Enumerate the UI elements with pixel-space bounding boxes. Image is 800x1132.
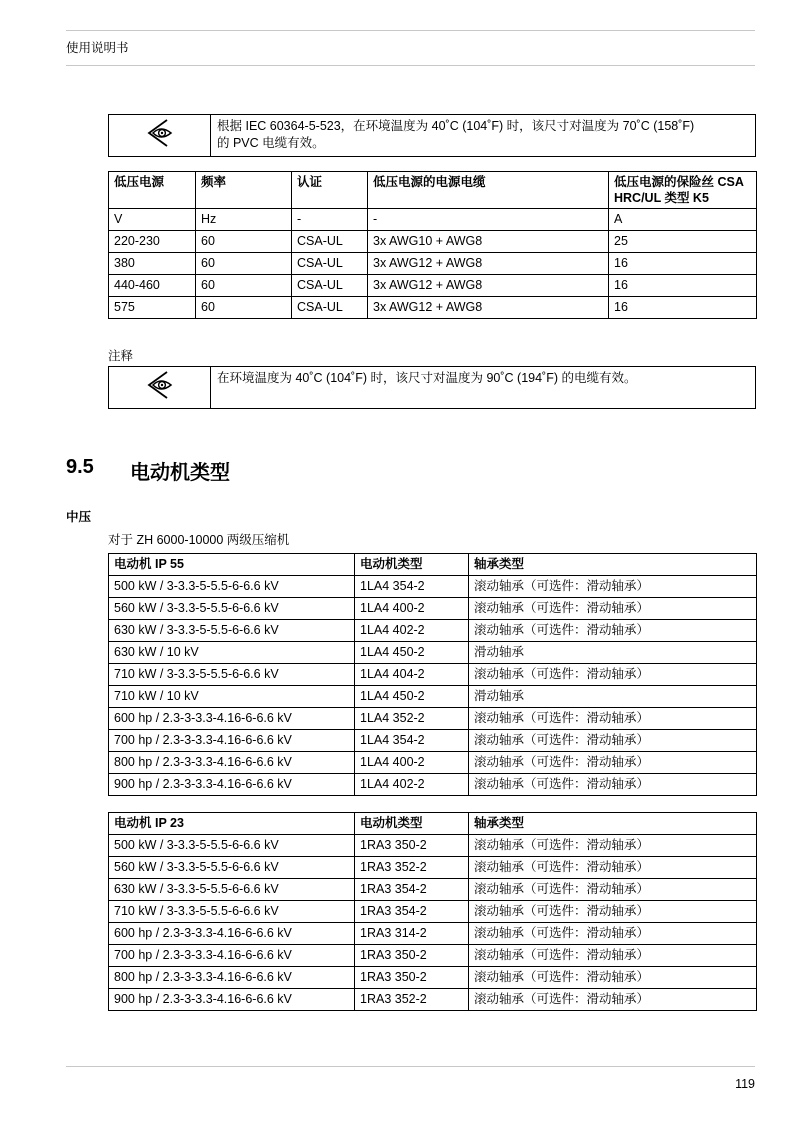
table-cell: 滚动轴承（可选件：滑动轴承） bbox=[469, 708, 757, 730]
table-row bbox=[109, 857, 757, 879]
table-cell: 1RA3 352-2 bbox=[355, 857, 469, 879]
table-cell: 16 bbox=[609, 275, 757, 297]
table-cell: 1LA4 404-2 bbox=[355, 664, 469, 686]
table-cell: 700 hp / 2.3-3-3.3-4.16-6-6.6 kV bbox=[109, 945, 355, 967]
table-cell: 60 bbox=[196, 297, 292, 319]
table-row bbox=[109, 774, 757, 796]
table-cell: 1LA4 400-2 bbox=[355, 598, 469, 620]
table-cell: 3x AWG10 + AWG8 bbox=[368, 231, 609, 253]
table-cell: 60 bbox=[196, 253, 292, 275]
table-cell: 1RA3 314-2 bbox=[355, 923, 469, 945]
motor-ip23-table bbox=[108, 812, 757, 1011]
table-cell: 滚动轴承（可选件：滑动轴承） bbox=[469, 901, 757, 923]
table-cell: 滚动轴承（可选件：滑动轴承） bbox=[469, 598, 757, 620]
table-cell: 710 kW / 10 kV bbox=[109, 686, 355, 708]
eye-warning-icon bbox=[145, 369, 175, 401]
table-row bbox=[109, 967, 757, 989]
table-cell: Hz bbox=[196, 209, 292, 231]
table-row bbox=[109, 835, 757, 857]
table-cell: 700 hp / 2.3-3-3.3-4.16-6-6.6 kV bbox=[109, 730, 355, 752]
table-cell: 3x AWG12 + AWG8 bbox=[368, 297, 609, 319]
column-header: 电动机类型 bbox=[355, 813, 469, 835]
table-cell: 1LA4 352-2 bbox=[355, 708, 469, 730]
table-cell: 16 bbox=[609, 253, 757, 275]
note-text: 在环境温度为 40˚C (104˚F) 时，该尺寸对温度为 90˚C (194˚F) 的电缆有效。 bbox=[211, 367, 756, 409]
table-cell: 600 hp / 2.3-3-3.3-4.16-6-6.6 kV bbox=[109, 923, 355, 945]
table-cell: A bbox=[609, 209, 757, 231]
column-header: 低压电源的保险丝 CSA HRC/UL 类型 K5 bbox=[609, 172, 757, 209]
table-row bbox=[109, 945, 757, 967]
table-row bbox=[109, 686, 757, 708]
table-cell: 1RA3 354-2 bbox=[355, 879, 469, 901]
table-header-row bbox=[109, 813, 757, 835]
section-title: 电动机类型 bbox=[130, 462, 230, 484]
table-cell: 710 kW / 3-3.3-5-5.5-6-6.6 kV bbox=[109, 901, 355, 923]
table-row bbox=[109, 730, 757, 752]
table-cell: 560 kW / 3-3.3-5-5.5-6-6.6 kV bbox=[109, 598, 355, 620]
subheading: 中压 bbox=[66, 510, 92, 524]
table-cell: 575 bbox=[109, 297, 196, 319]
table-cell: - bbox=[368, 209, 609, 231]
note-icon-cell bbox=[109, 115, 211, 157]
table-cell: 滚动轴承（可选件：滑动轴承） bbox=[469, 857, 757, 879]
table-cell: 630 kW / 3-3.3-5-5.5-6-6.6 kV bbox=[109, 620, 355, 642]
table-cell: 滑动轴承 bbox=[469, 686, 757, 708]
note-text-line-2: 的 PVC 电缆有效。 bbox=[217, 136, 325, 150]
note-box-pvc bbox=[108, 114, 756, 157]
table-cell: 16 bbox=[609, 297, 757, 319]
table-row bbox=[109, 231, 757, 253]
intro-text: 对于 ZH 6000-10000 两级压缩机 bbox=[108, 533, 290, 547]
table-cell: 25 bbox=[609, 231, 757, 253]
table-cell: 滚动轴承（可选件：滑动轴承） bbox=[469, 945, 757, 967]
column-header: 低压电源的电源电缆 bbox=[368, 172, 609, 209]
table-cell: - bbox=[292, 209, 368, 231]
table-row bbox=[109, 901, 757, 923]
header-top-rule bbox=[66, 30, 755, 31]
table-cell: 1LA4 354-2 bbox=[355, 730, 469, 752]
header-title: 使用说明书 bbox=[66, 41, 129, 55]
note-icon-cell bbox=[109, 367, 211, 409]
table-cell: 900 hp / 2.3-3-3.3-4.16-6-6.6 kV bbox=[109, 774, 355, 796]
column-header: 频率 bbox=[196, 172, 292, 209]
column-header: 电动机 IP 55 bbox=[109, 554, 355, 576]
column-header: 轴承类型 bbox=[469, 813, 757, 835]
table-cell: 滚动轴承（可选件：滑动轴承） bbox=[469, 967, 757, 989]
table-row bbox=[109, 275, 757, 297]
note-box-cable bbox=[108, 366, 756, 409]
table-cell: 1RA3 350-2 bbox=[355, 945, 469, 967]
table-row bbox=[109, 708, 757, 730]
table-cell: 500 kW / 3-3.3-5-5.5-6-6.6 kV bbox=[109, 576, 355, 598]
note-label: 注释 bbox=[108, 349, 134, 363]
table-cell: 滚动轴承（可选件：滑动轴承） bbox=[469, 576, 757, 598]
table-row bbox=[109, 642, 757, 664]
power-supply-table bbox=[108, 171, 757, 319]
section-number: 9.5 bbox=[66, 456, 94, 478]
table-cell: 滚动轴承（可选件：滑动轴承） bbox=[469, 989, 757, 1011]
table-cell: 1LA4 402-2 bbox=[355, 774, 469, 796]
table-cell: 滚动轴承（可选件：滑动轴承） bbox=[469, 730, 757, 752]
table-cell: 1RA3 350-2 bbox=[355, 967, 469, 989]
table-row bbox=[109, 297, 757, 319]
footer-rule bbox=[66, 1066, 755, 1067]
table-cell: 3x AWG12 + AWG8 bbox=[368, 253, 609, 275]
column-header: 轴承类型 bbox=[469, 554, 757, 576]
table-row bbox=[109, 620, 757, 642]
table-cell: 500 kW / 3-3.3-5-5.5-6-6.6 kV bbox=[109, 835, 355, 857]
table-cell: 1RA3 352-2 bbox=[355, 989, 469, 1011]
table-cell: 630 kW / 10 kV bbox=[109, 642, 355, 664]
table-cell: CSA-UL bbox=[292, 253, 368, 275]
table-cell: 1LA4 402-2 bbox=[355, 620, 469, 642]
table-cell: 滚动轴承（可选件：滑动轴承） bbox=[469, 774, 757, 796]
table-row bbox=[109, 752, 757, 774]
table-cell: CSA-UL bbox=[292, 275, 368, 297]
table-cell: 60 bbox=[196, 275, 292, 297]
eye-warning-icon bbox=[145, 117, 175, 149]
table-cell: 滚动轴承（可选件：滑动轴承） bbox=[469, 879, 757, 901]
table-cell: 900 hp / 2.3-3-3.3-4.16-6-6.6 kV bbox=[109, 989, 355, 1011]
table-cell: 1LA4 450-2 bbox=[355, 686, 469, 708]
table-cell: 560 kW / 3-3.3-5-5.5-6-6.6 kV bbox=[109, 857, 355, 879]
note-text bbox=[211, 115, 756, 157]
table-row bbox=[109, 576, 757, 598]
note-text-line-1: 根据 IEC 60364-5-523，在环境温度为 40˚C (104˚F) 时，该尺寸对温度为 70˚C (158˚F) bbox=[217, 119, 695, 133]
table-row bbox=[109, 209, 757, 231]
motor-ip55-table bbox=[108, 553, 757, 796]
column-header: 低压电源 bbox=[109, 172, 196, 209]
table-cell: 滚动轴承（可选件：滑动轴承） bbox=[469, 923, 757, 945]
table-cell: 710 kW / 3-3.3-5-5.5-6-6.6 kV bbox=[109, 664, 355, 686]
table-row bbox=[109, 664, 757, 686]
column-header: 电动机 IP 23 bbox=[109, 813, 355, 835]
table-header-row bbox=[109, 172, 757, 209]
table-row bbox=[109, 598, 757, 620]
page-number: 119 bbox=[735, 1077, 755, 1091]
table-cell: 1LA4 450-2 bbox=[355, 642, 469, 664]
table-cell: CSA-UL bbox=[292, 231, 368, 253]
table-cell: 1LA4 354-2 bbox=[355, 576, 469, 598]
table-row bbox=[109, 879, 757, 901]
table-cell: 滚动轴承（可选件：滑动轴承） bbox=[469, 620, 757, 642]
table-cell: 1LA4 400-2 bbox=[355, 752, 469, 774]
table-cell: 630 kW / 3-3.3-5-5.5-6-6.6 kV bbox=[109, 879, 355, 901]
table-row bbox=[109, 989, 757, 1011]
table-row bbox=[109, 253, 757, 275]
table-cell: 滚动轴承（可选件：滑动轴承） bbox=[469, 752, 757, 774]
table-cell: 800 hp / 2.3-3-3.3-4.16-6-6.6 kV bbox=[109, 752, 355, 774]
table-row bbox=[109, 923, 757, 945]
table-cell: 滚动轴承（可选件：滑动轴承） bbox=[469, 835, 757, 857]
table-header-row bbox=[109, 554, 757, 576]
table-cell: 滑动轴承 bbox=[469, 642, 757, 664]
table-cell: 600 hp / 2.3-3-3.3-4.16-6-6.6 kV bbox=[109, 708, 355, 730]
table-cell: 滚动轴承（可选件：滑动轴承） bbox=[469, 664, 757, 686]
table-cell: 220-230 bbox=[109, 231, 196, 253]
column-header: 电动机类型 bbox=[355, 554, 469, 576]
table-cell: 3x AWG12 + AWG8 bbox=[368, 275, 609, 297]
table-cell: 380 bbox=[109, 253, 196, 275]
table-cell: 800 hp / 2.3-3-3.3-4.16-6-6.6 kV bbox=[109, 967, 355, 989]
table-cell: 1RA3 350-2 bbox=[355, 835, 469, 857]
table-cell: 1RA3 354-2 bbox=[355, 901, 469, 923]
column-header: 认证 bbox=[292, 172, 368, 209]
table-cell: CSA-UL bbox=[292, 297, 368, 319]
table-cell: 440-460 bbox=[109, 275, 196, 297]
table-cell: V bbox=[109, 209, 196, 231]
table-cell: 60 bbox=[196, 231, 292, 253]
header-bottom-rule bbox=[66, 65, 755, 66]
